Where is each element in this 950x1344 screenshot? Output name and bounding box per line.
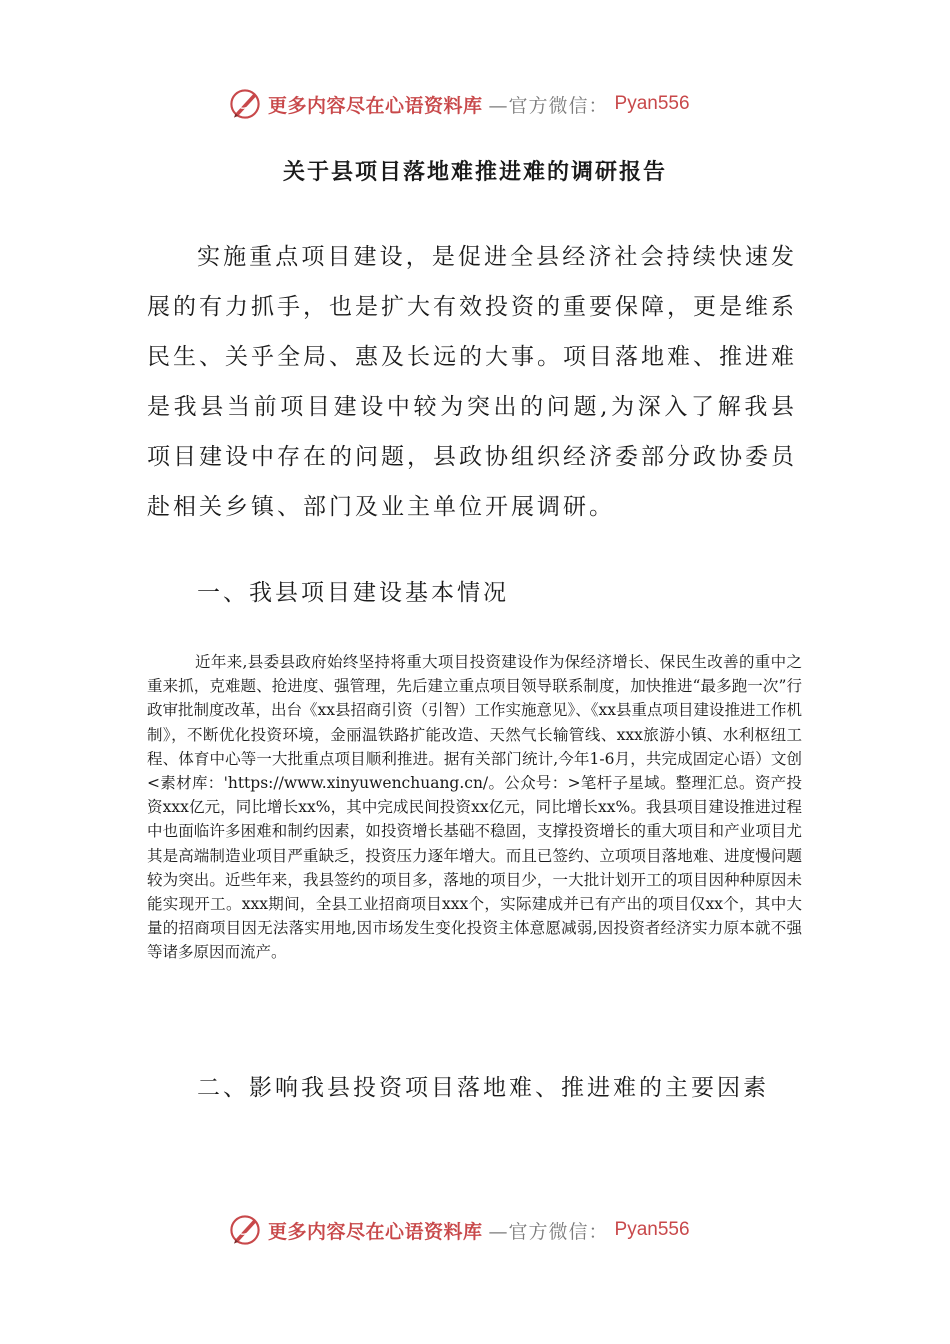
pen-logo-icon [228, 1213, 262, 1247]
watermark-brand: 更多内容尽在心语资料库 [268, 94, 483, 117]
watermark-account: Pyan556 [614, 93, 690, 114]
document-title: 关于县项目落地难推进难的调研报告 [282, 159, 667, 185]
section-1-heading: 一、我县项目建设基本情况 [197, 580, 509, 606]
watermark-separator: —官方微信： [488, 1220, 609, 1243]
watermark-account: Pyan556 [614, 1219, 690, 1240]
section-2-heading: 二、影响我县投资项目落地难、推进难的主要因素 [197, 1075, 769, 1101]
watermark-separator: —官方微信： [488, 94, 609, 117]
intro-paragraph: 实施重点项目建设，是促进全县经济社会持续快速发展的有力抓手，也是扩大有效投资的重要保障，更是维系民生、关乎全局、惠及长远的大事。项目落地难、推进难是我县当前项目建设中较为突出的问题,为深入了解我县项目建设中存在的问题，县政协组织经济委部分政协委员赴相关乡镇、部门及业主单位开展调研。 [147, 244, 797, 520]
pen-logo-icon [228, 87, 262, 121]
footer-watermark [228, 1210, 690, 1250]
header-watermark [228, 84, 690, 124]
watermark-brand: 更多内容尽在心语资料库 [268, 1220, 483, 1243]
section-1-paragraph: 近年来,县委县政府始终坚持将重大项目投资建设作为保经济增长、保民生改善的重中之重来抓，克难题、抢进度、强管理，先后建立重点项目领导联系制度，加快推进“最多跑一次”行政审批制度改革，出台《xx县招商引资（引智）工作实施意见》、《xx县重点项目建设推进工作机制》，不断优化投资环境，金丽温铁路扩能改造、天然气长输管线、xxx旅游小镇、水利枢纽工程、体育中心等一大批重点项目顺利推进。据有关部门统计,今年1-6月，共完成固定心语）文创<素材库：'https://www.xinyuwenchuang.cn/。公众号：>笔杆子星域。整理汇总。资产投资xxx亿元，同比增长xx%，其中完成民间投资xx亿元，同比增长xx%。我县项目建设推进过程中也面临许多困难和制约因素，如投资增长基础不稳固，支撑投资增长的重大项目和产业项目尤其是高端制造业项目严重缺乏，投资压力逐年增大。而且已签约、立项项目落地难、进度慢问题较为突出。近些年来，我县签约的项目多，落地的项目少，一大批计划开工的项目因种种原因未能实现开工。xxx期间，全县工业招商项目xxx个，实际建成并已有产出的项目仅xx个，其中大量的招商项目因无法落实用地,因市场发生变化投资主体意愿减弱,因投资者经济实力原本就不强等诸多原因而流产。 [147, 653, 802, 962]
